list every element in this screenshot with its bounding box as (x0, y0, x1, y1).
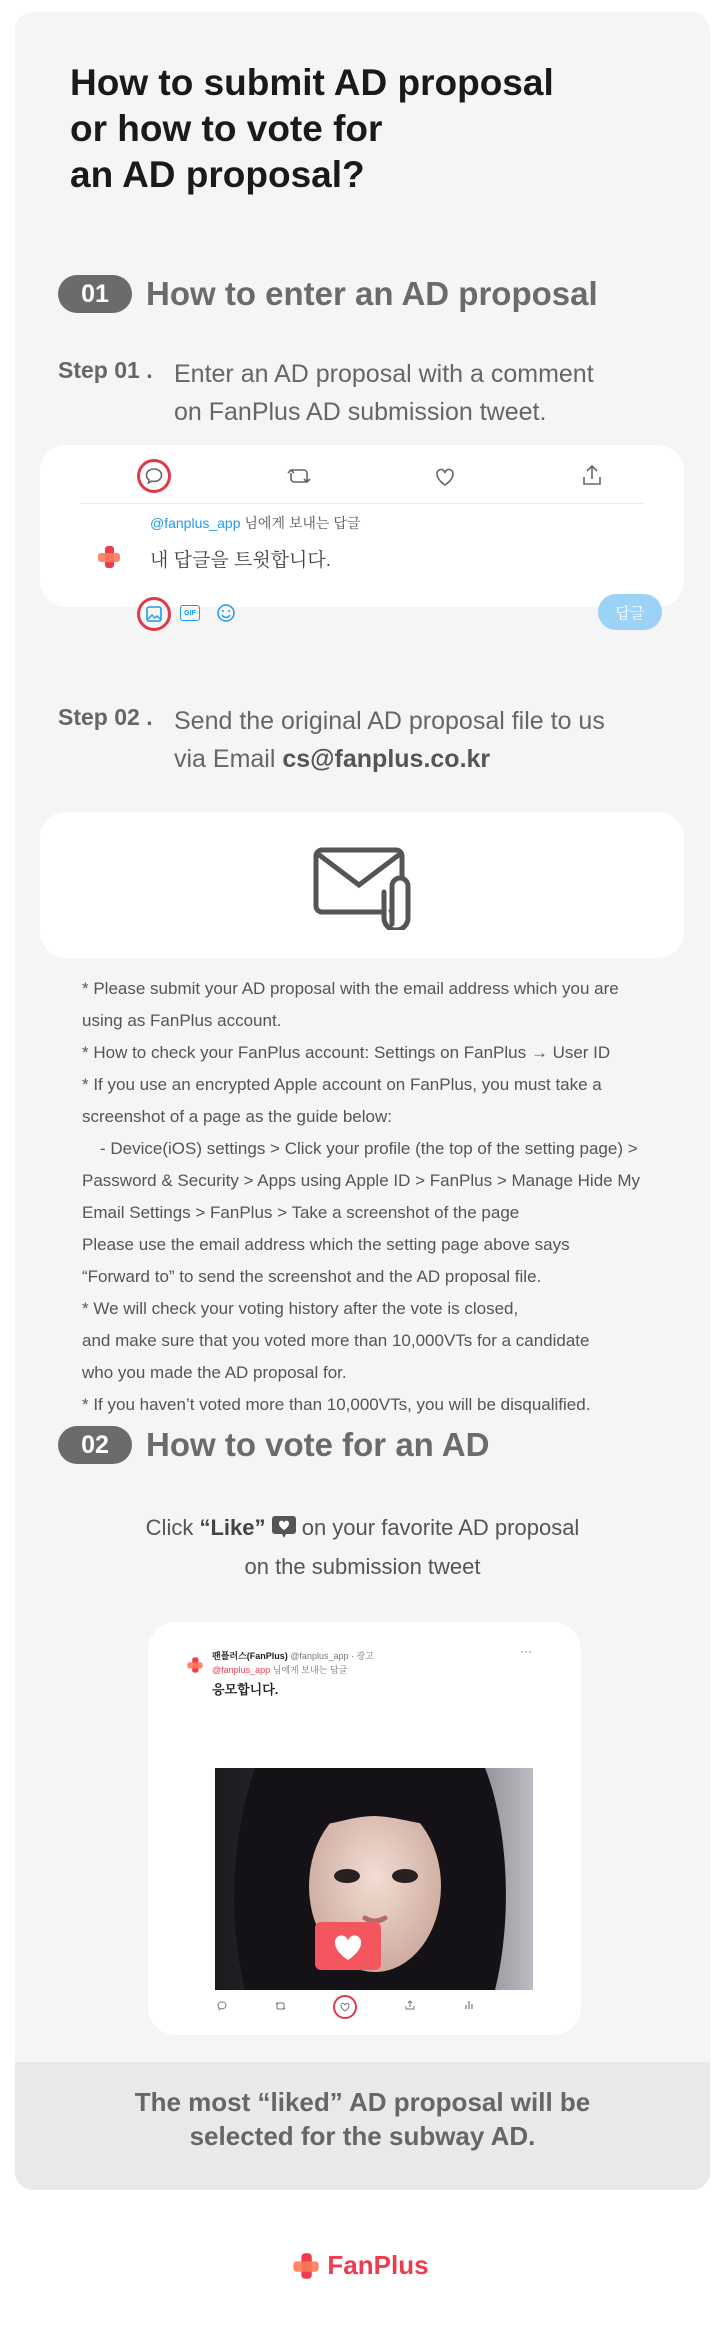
logo-text: FanPlus (327, 2250, 429, 2280)
reply-to-line: @fanplus_app 님에게 보내는 답글 (150, 515, 361, 531)
section-number-badge: 02 (58, 1426, 132, 1464)
image-icon[interactable] (137, 597, 171, 631)
section-header-enter-proposal (58, 275, 598, 313)
vote-instruction: Click “Like” on your favorite AD proposal on the submission tweet (145, 1515, 580, 1579)
guide-card (15, 12, 710, 2190)
gif-icon[interactable]: GIF (180, 605, 200, 621)
share-icon[interactable] (577, 460, 607, 495)
fanplus-logo-icon (291, 2251, 321, 2281)
page-title: How to submit AD proposal or how to vote for an AD proposal? (70, 62, 554, 195)
tweet-reply-box (40, 445, 684, 622)
like-icon[interactable] (333, 1995, 357, 2019)
section-number-badge: 01 (58, 275, 132, 313)
fanplus-brand-logo (0, 2250, 720, 2281)
footer-message: The most “liked” AD proposal will be selected for the subway AD. (134, 2087, 591, 2151)
fanplus-logo-icon (186, 1656, 204, 1679)
email-address[interactable]: cs@fanplus.co.kr (282, 745, 491, 773)
step-label: Step 01 . (58, 357, 153, 383)
email-illustration-box (40, 812, 684, 958)
like-icon[interactable] (430, 461, 460, 496)
retweet-icon[interactable] (283, 461, 315, 496)
fanplus-logo-icon (96, 544, 122, 575)
tweet-reply-to: @fanplus_app 님에게 보내는 답글 (212, 1665, 348, 1675)
heart-badge-icon (272, 1513, 296, 1549)
reply-icon[interactable] (137, 459, 171, 493)
more-icon[interactable]: ··· (520, 1644, 532, 1658)
tweet-text: 응모합니다. (212, 1682, 279, 1697)
section-header-vote (58, 1426, 489, 1464)
step-01 (58, 355, 594, 431)
step-description: Enter an AD proposal with a comment on FanPlus AD submission tweet. (174, 360, 594, 426)
tweet-author-line: 팬플러스(FanPlus) @fanplus_app · 광고 (212, 1651, 374, 1661)
retweet-icon[interactable] (274, 1999, 287, 2017)
analytics-icon[interactable] (463, 1998, 475, 2016)
tweet-example-card (148, 1622, 581, 2035)
envelope-attachment-icon (312, 844, 420, 935)
step-02 (58, 702, 605, 778)
submission-notes: * Please submit your AD proposal with the email address which you are using as FanPlus account. * How to check your FanPlus account: Settings on FanPlus → User ID * If you use an encrypted Apple account on FanPlus, you must take a screenshot of a page as the guide below: - Device(iOS) settings > Click your profile (the top of the setting page) > Password & Security > Apps using Apple ID > FanPlus > Manage Hide My Email Settings > FanPlus > Take a screenshot of the page Please use the email address which the setting page above says “Forward to” to send the screenshot and the AD proposal file. * We will check your voting history after the vote is closed, and make sure that you voted more than 10,000VTs for a candidate who you made the AD proposal for. * If you haven’t voted more than 10,000VTs, you will be disqualified. (82, 979, 640, 1414)
section-title: How to enter an AD proposal (146, 275, 598, 312)
emoji-icon[interactable] (216, 603, 236, 628)
step-description: Send the original AD proposal file to us via Email cs@fanplus.co.kr (174, 707, 605, 773)
share-icon[interactable] (404, 1998, 416, 2016)
reply-button[interactable]: 답글 (598, 594, 662, 630)
tweet-photo (215, 1768, 533, 1990)
divider (80, 503, 644, 504)
mention-link[interactable]: @fanplus_app (150, 515, 241, 531)
reply-input[interactable]: 내 답글을 트윗합니다. (150, 550, 332, 571)
like-popup-icon (315, 1922, 381, 1970)
section-title: How to vote for an AD (146, 1426, 490, 1463)
reply-icon[interactable] (216, 1999, 228, 2017)
step-label: Step 02 . (58, 704, 153, 730)
